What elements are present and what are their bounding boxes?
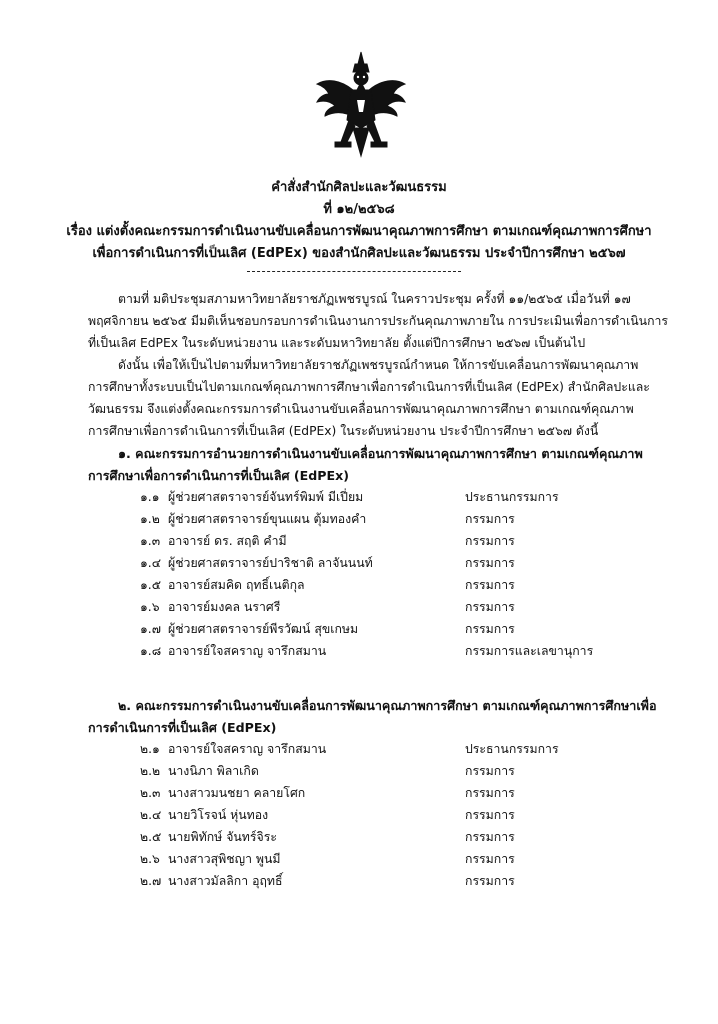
member-role: กรรมการ	[465, 786, 515, 800]
list-item	[140, 784, 600, 804]
garuda-emblem-icon	[313, 50, 409, 158]
list-item	[140, 554, 600, 574]
list-item	[140, 576, 600, 596]
list-item	[140, 762, 600, 782]
paragraph-1-line-1: ตามที่ มติประชุมสภามหาวิทยาลัยราชภัฏเพชรบูรณ์ ในคราวประชุม ครั้งที่ ๑๑/๒๕๖๕ เมื่อวันที่ ๑๗	[118, 292, 631, 306]
member-role: กรรมการและเลขานุการ	[465, 644, 594, 658]
member-name: นางสาวมนชยา คลายโศก	[168, 786, 306, 800]
member-name: นางสาวมัลลิกา อุฤทธิ์	[168, 874, 283, 888]
section-2-title-line-1: ๒. คณะกรรมการดำเนินงานขับเคลื่อนการพัฒนาคุณภาพการศึกษา ตามเกณฑ์คุณภาพการศึกษาเพื่อ	[118, 698, 657, 713]
member-name: ผู้ช่วยศาสตราจารย์จันทร์พิมพ์ มีเปี่ยม	[168, 490, 364, 504]
item-number: ๒.๔	[140, 808, 162, 822]
item-number: ๑.๔	[140, 556, 162, 570]
item-number: ๒.๑	[140, 742, 160, 756]
list-item	[140, 488, 600, 508]
section-2-title-line-2: การดำเนินการที่เป็นเลิศ (EdPEx)	[88, 720, 277, 735]
member-name: อาจารย์มงคล นราศรี	[168, 600, 281, 614]
member-name: อาจารย์ ดร. สฤติ คำมี	[168, 534, 287, 548]
member-role: กรรมการ	[465, 808, 515, 822]
list-item	[140, 620, 600, 640]
member-name: ผู้ช่วยศาสตราจารย์พีรวัฒน์ สุขเกษม	[168, 622, 359, 636]
member-role: กรรมการ	[465, 764, 515, 778]
member-name: อาจารย์ใจสคราญ จารึกสมาน	[168, 742, 327, 756]
member-name: อาจารย์ใจสคราญ จารึกสมาน	[168, 644, 327, 658]
member-name: นางสาวสุพิชญา พูนมี	[168, 852, 281, 866]
member-name: นายวิโรจน์ หุ่นทอง	[168, 808, 269, 822]
member-name: นางนิภา พิลาเกิด	[168, 764, 259, 778]
paragraph-2-line-4: การศึกษาเพื่อการดำเนินการที่เป็นเลิศ (EdPEx) ในระดับหน่วยงาน ประจำปีการศึกษา ๒๕๖๗ ดังนี้	[88, 424, 599, 438]
item-number: ๑.๕	[140, 578, 162, 592]
item-number: ๑.๓	[140, 534, 161, 548]
member-role: กรรมการ	[465, 556, 515, 570]
issuing-office: คำสั่งสำนักศิลปะและวัฒนธรรม	[271, 180, 447, 195]
subject-line-1: เรื่อง แต่งตั้งคณะกรรมการดำเนินงานขับเคลื่อนการพัฒนาคุณภาพการศึกษา ตามเกณฑ์คุณภาพการศึกษา	[66, 224, 652, 239]
item-number: ๒.๒	[140, 764, 161, 778]
section-1-title-line-1: ๑. คณะกรรมการอำนวยการดำเนินงานขับเคลื่อนการพัฒนาคุณภาพการศึกษา ตามเกณฑ์คุณภาพ	[118, 446, 643, 461]
list-item	[140, 850, 600, 870]
list-item	[140, 642, 600, 662]
list-item	[140, 598, 600, 618]
item-number: ๑.๗	[140, 622, 161, 636]
member-role: กรรมการ	[465, 852, 515, 866]
item-number: ๒.๓	[140, 786, 161, 800]
member-role: กรรมการ	[465, 534, 515, 548]
header-divider	[247, 271, 461, 272]
member-role: กรรมการ	[465, 622, 515, 636]
section-1-title-line-2: การศึกษาเพื่อการดำเนินการที่เป็นเลิศ (EdPEx)	[88, 468, 350, 483]
list-item	[140, 806, 600, 826]
item-number: ๑.๒	[140, 512, 160, 526]
list-item	[140, 828, 600, 848]
member-role: กรรมการ	[465, 874, 515, 888]
member-role: กรรมการ	[465, 830, 515, 844]
member-role: กรรมการ	[465, 512, 515, 526]
member-name: นายพิทักษ์ จันทร์จิระ	[168, 830, 277, 844]
member-role: กรรมการ	[465, 578, 515, 592]
item-number: ๑.๘	[140, 644, 162, 658]
list-item	[140, 532, 600, 552]
member-role: ประธานกรรมการ	[465, 742, 559, 756]
member-name: อาจารย์สมคิด ฤทธิ์เนติกุล	[168, 578, 305, 592]
list-item	[140, 740, 600, 760]
member-name: ผู้ช่วยศาสตราจารย์ปาริชาติ ลาจันนนท์	[168, 556, 373, 570]
list-item	[140, 510, 600, 530]
paragraph-2-line-2: การศึกษาทั้งระบบเป็นไปตามเกณฑ์คุณภาพการศึกษาเพื่อการดำเนินการที่เป็นเลิศ (EdPEx) สำนักศิลปะและ	[88, 380, 650, 394]
member-name: ผู้ช่วยศาสตราจารย์ขุนแผน ตุ้มทองคำ	[168, 512, 367, 526]
order-number: ที่ ๑๒/๒๕๖๘	[323, 202, 395, 217]
member-role: ประธานกรรมการ	[465, 490, 559, 504]
paragraph-1-line-2: พฤศจิกายน ๒๕๖๕ มีมติเห็นชอบกรอบการดำเนินงานการประกันคุณภาพภายใน การประเมินเพื่อการดำเนินการ	[88, 314, 669, 328]
member-role: กรรมการ	[465, 600, 515, 614]
list-item	[140, 872, 600, 892]
item-number: ๑.๑	[140, 490, 160, 504]
paragraph-2-line-1: ดังนั้น เพื่อให้เป็นไปตามที่มหาวิทยาลัยราชภัฏเพชรบูรณ์กำหนด ให้การขับเคลื่อนการพัฒนาคุณภาพ	[118, 358, 639, 372]
subject-line-2: เพื่อการดำเนินการที่เป็นเลิศ (EdPEx) ของสำนักศิลปะและวัฒนธรรม ประจำปีการศึกษา ๒๕๖๗	[92, 246, 626, 261]
item-number: ๒.๖	[140, 852, 160, 866]
item-number: ๒.๕	[140, 830, 162, 844]
item-number: ๑.๖	[140, 600, 160, 614]
paragraph-2-line-3: วัฒนธรรม จึงแต่งตั้งคณะกรรมการดำเนินงานขับเคลื่อนการพัฒนาคุณภาพการศึกษา ตามเกณฑ์คุณภาพ	[88, 402, 634, 416]
item-number: ๒.๗	[140, 874, 162, 888]
paragraph-1-line-3: ที่เป็นเลิศ EdPEx ในระดับหน่วยงาน และระดับมหาวิทยาลัย ตั้งแต่ปีการศึกษา ๒๕๖๗ เป็นต้นไป	[88, 336, 586, 350]
